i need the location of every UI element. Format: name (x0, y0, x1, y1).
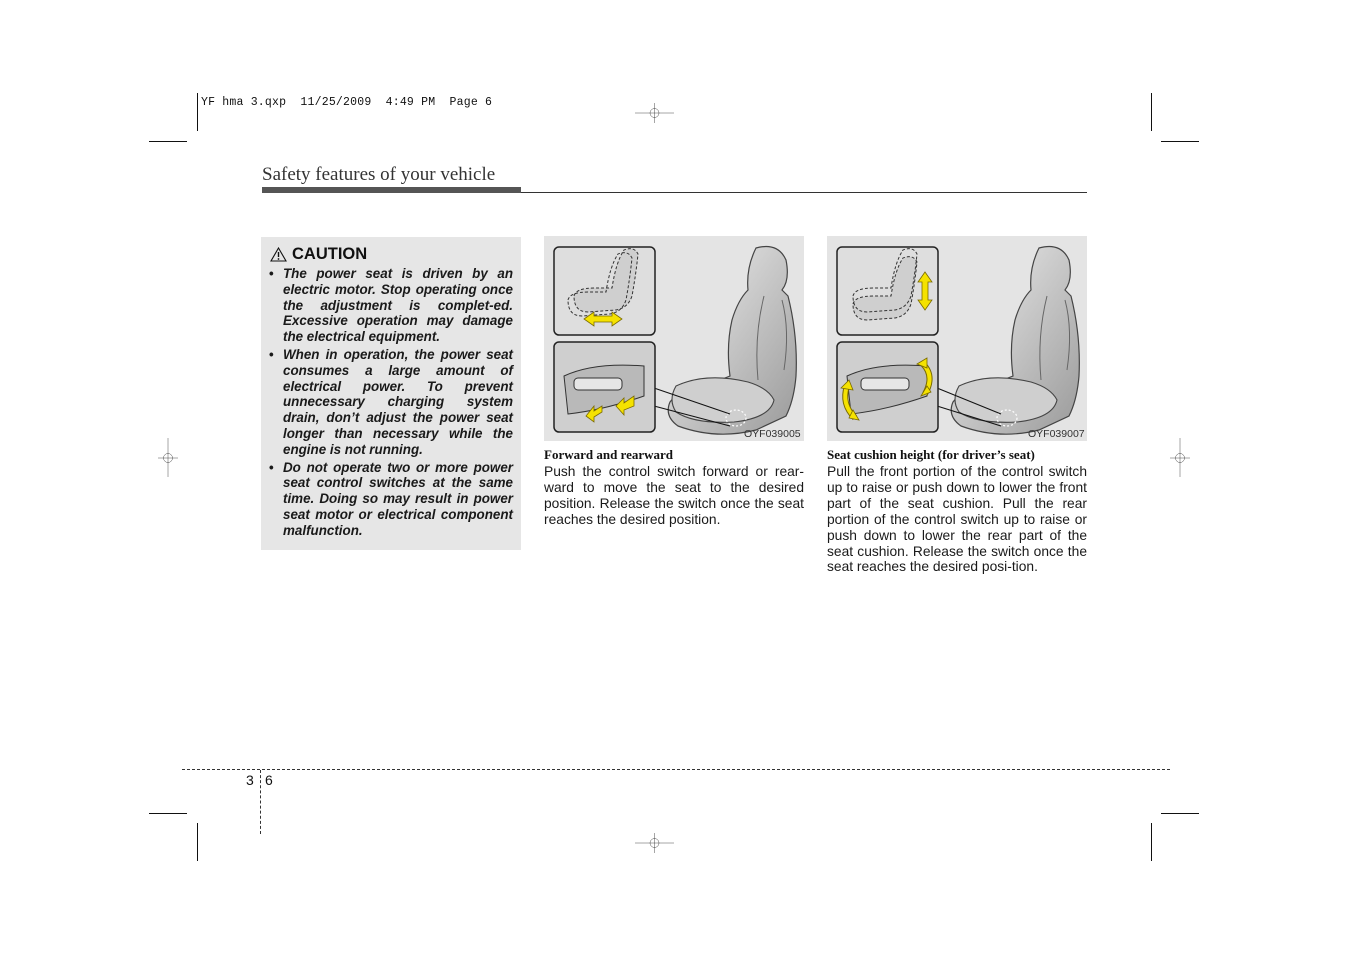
seat-cushion-height-illustration (827, 236, 1087, 441)
crop-mark (1151, 823, 1152, 861)
caution-item: • The power seat is driven by an electric motor. Stop operating once the adjustment is complet-ed. Excessive operation may damage the electrical equipment. (268, 266, 513, 345)
section-heading: Seat cushion height (for driver’s seat) (827, 447, 1035, 462)
caution-title: CAUTION (292, 245, 368, 263)
registration-mark-icon (635, 93, 675, 133)
registration-mark-icon (1160, 438, 1200, 478)
section-body: Push the control switch forward or rear-ward to move the seat to the desired position. Release the switch once the seat reaches the desired position. (544, 464, 804, 527)
caution-heading (270, 245, 367, 264)
caution-item: • Do not operate two or more power seat control switches at the same time. Doing so may result in power seat motor or electrical component malfunction. (268, 460, 513, 539)
figure-code: OYF039005 (744, 428, 801, 440)
crop-mark (149, 813, 187, 814)
page-section-number: 3 (246, 772, 254, 788)
seat-forward-rearward-illustration (544, 236, 804, 441)
print-slug-line: YF hma 3.qxp 11/25/2009 4:49 PM Page 6 (201, 96, 493, 109)
registration-mark-icon (148, 438, 188, 478)
crop-mark (197, 93, 198, 131)
header-accent-bar (262, 187, 521, 193)
page-number: 6 (265, 772, 273, 788)
footer-dashed-divider (260, 770, 261, 834)
section-body: Pull the front portion of the control switch up to raise or push down to lower the front part of the seat cushion. Pull the rear portion of the control switch up to raise or push down to lower the rear part of the seat cushion. Release the switch once the seat reaches the desired posi-tion. (827, 464, 1087, 575)
crop-mark (1161, 141, 1199, 142)
caution-list (268, 266, 513, 541)
figure-code: OYF039007 (1028, 428, 1085, 440)
footer-dashed-rule (182, 769, 1170, 770)
crop-mark (149, 141, 187, 142)
warning-triangle-icon (270, 247, 287, 262)
section-header-title: Safety features of your vehicle (262, 164, 496, 185)
crop-mark (1151, 93, 1152, 131)
registration-mark-icon (635, 823, 675, 863)
caution-item: • When in operation, the power seat consumes a large amount of electrical power. To prevent unnecessary charging system drain, don’t adjust the power seat longer than necessary while the engine is not running. (268, 347, 513, 458)
crop-mark (197, 823, 198, 861)
section-heading: Forward and rearward (544, 447, 674, 462)
crop-mark (1161, 813, 1199, 814)
caution-box (261, 237, 521, 550)
